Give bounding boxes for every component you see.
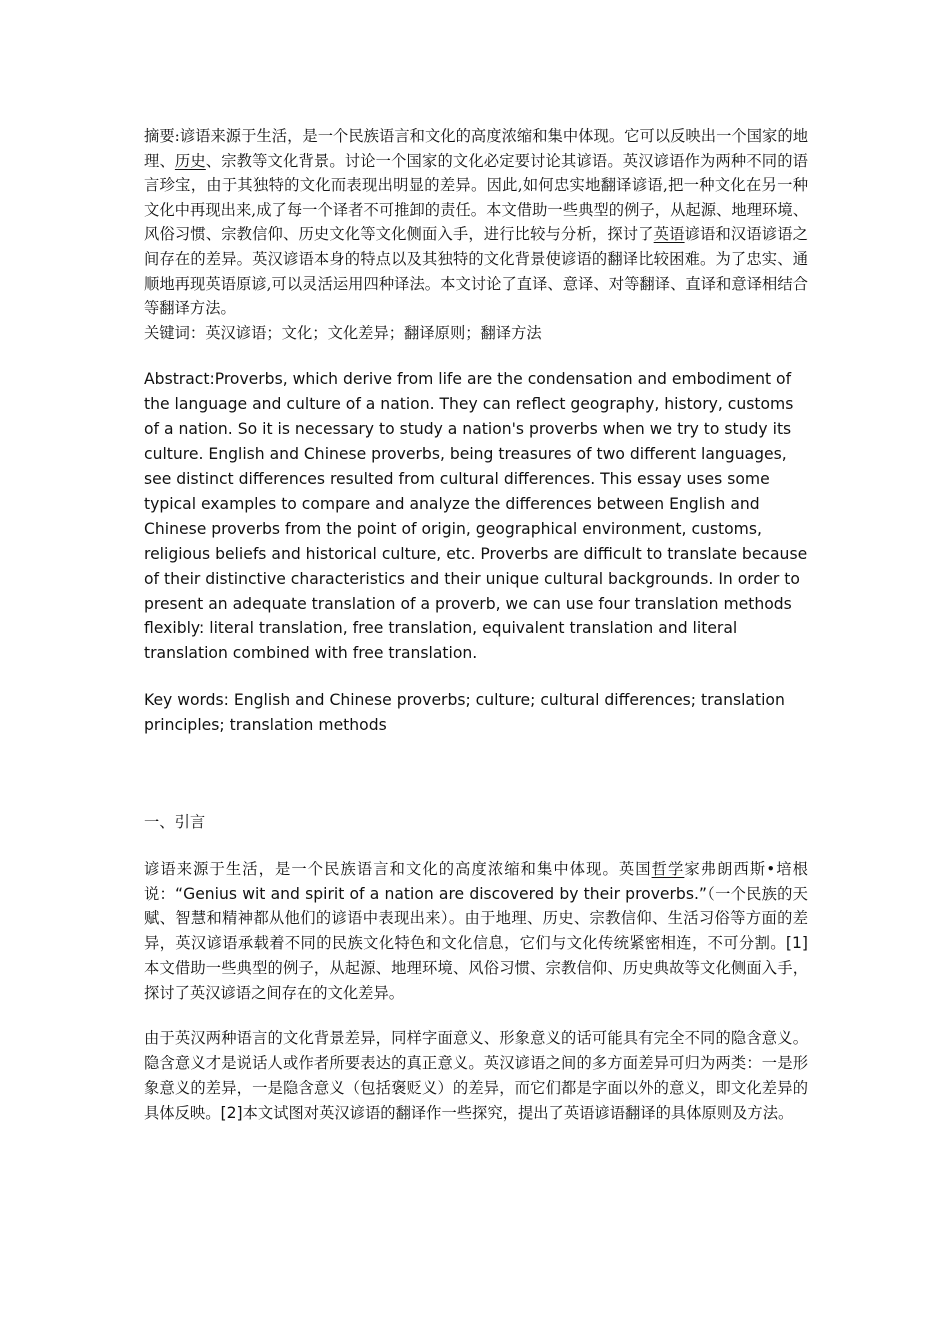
intro-paragraph-1	[144, 857, 808, 1006]
bacon-quote: “Genius wit and spirit of a nation are discovered by their proverbs.”	[175, 884, 707, 903]
chinese-abstract	[144, 124, 808, 321]
intro-p2-text-2: 本文试图对英汉谚语的翻译作一些探究，提出了英语谚语翻译的具体原则及方法。	[242, 1103, 794, 1122]
reference-2: [2]	[220, 1103, 243, 1122]
section-heading-introduction: 一、引言	[144, 813, 206, 832]
chinese-abstract-text-3: 谚语和汉语谚语之间存在的差异。英汉谚语本身的特点以及其独特的文化背景使谚语的翻译比较困难。为了忠实、通顺地再现英语原谚,可以灵活运用四种译法。本文讨论了直译、意译、对等翻译、直译和意译相结合等翻译方法。	[144, 225, 808, 318]
intro-paragraph-2	[144, 1026, 808, 1126]
intro-p1-text-3: （一个民族的天赋、智慧和精神都从他们的谚语中表现出来）。由于地理、历史、宗教信仰、生活习俗等方面的差异，英汉谚语承载着不同的民族文化特色和文化信息，它们与文化传统紧密相连，不可分割。	[144, 884, 808, 953]
chinese-abstract-text-2: 、宗教等文化背景。讨论一个国家的文化必定要讨论其谚语。英汉谚语作为两种不同的语言珍宝，由于其独特的文化而表现出明显的差异。因此,如何忠实地翻译谚语,把一种文化在另一种文化中再现出来,成了每一个译者不可推卸的责任。本文借助一些典型的例子，从起源、地理环境、风俗习惯、宗教信仰、历史文化等文化侧面入手，进行比较与分析，探讨了	[144, 151, 808, 244]
english-abstract: Abstract:Proverbs, which derive from life are the condensation and embodiment of the language and culture of a nation. They can reflect geography, history, customs of a nation. So it is necessary to study a nation's proverbs when we try to study its culture. English and Chinese proverbs, being treasures of two different languages, see distinct differences resulted from cultural differences. This essay uses some typical examples to compare and analyze the differences between English and Chinese proverbs from the point of origin, geographical environment, customs, religious beliefs and historical culture, etc. Proverbs are difficult to translate because of their distinctive characteristics and their unique cultural backgrounds. In order to present an adequate translation of a proverb, we can use four translation methods flexibly: literal translation, free translation, equivalent translation and literal translation combined with free translation.	[144, 370, 808, 663]
english-keywords: Key words: English and Chinese proverbs; culture; cultural differences; translation principles; translation methods	[144, 691, 785, 735]
chinese-abstract-text-1: 摘要:谚语来源于生活，是一个民族语言和文化的高度浓缩和集中体现。它可以反映出一个国家的地理、	[144, 127, 808, 170]
reference-1: [1]	[785, 934, 808, 953]
intro-p2-text-1: 由于英汉两种语言的文化背景差异，同样字面意义、形象意义的话可能具有完全不同的隐含意义。隐含意义才是说话人或作者所要表达的真正意义。英汉谚语之间的多方面差异可归为两类：一是形象意义的差异，一是隐含意义（包括褒贬义）的差异，而它们都是字面以外的意义，即文化差异的具体反映。	[144, 1029, 808, 1122]
intro-p1-text-4: 本文借助一些典型的例子，从起源、地理环境、风俗习惯、宗教信仰、历史典故等文化侧面入手，探讨了英汉谚语之间存在的文化差异。	[144, 959, 808, 1003]
document-page	[144, 124, 808, 1126]
english-link[interactable]: 英语	[653, 225, 685, 244]
philosophy-link[interactable]: 哲学	[651, 859, 685, 878]
chinese-keywords: 关键词：英汉谚语；文化；文化差异；翻译原则；翻译方法	[144, 323, 542, 342]
history-link[interactable]: 历史	[174, 151, 206, 170]
intro-p1-text-1: 谚语来源于生活，是一个民族语言和文化的高度浓缩和集中体现。英国	[144, 859, 652, 878]
intro-p1-text-2: 家弗朗西斯•培根说：	[144, 859, 808, 903]
